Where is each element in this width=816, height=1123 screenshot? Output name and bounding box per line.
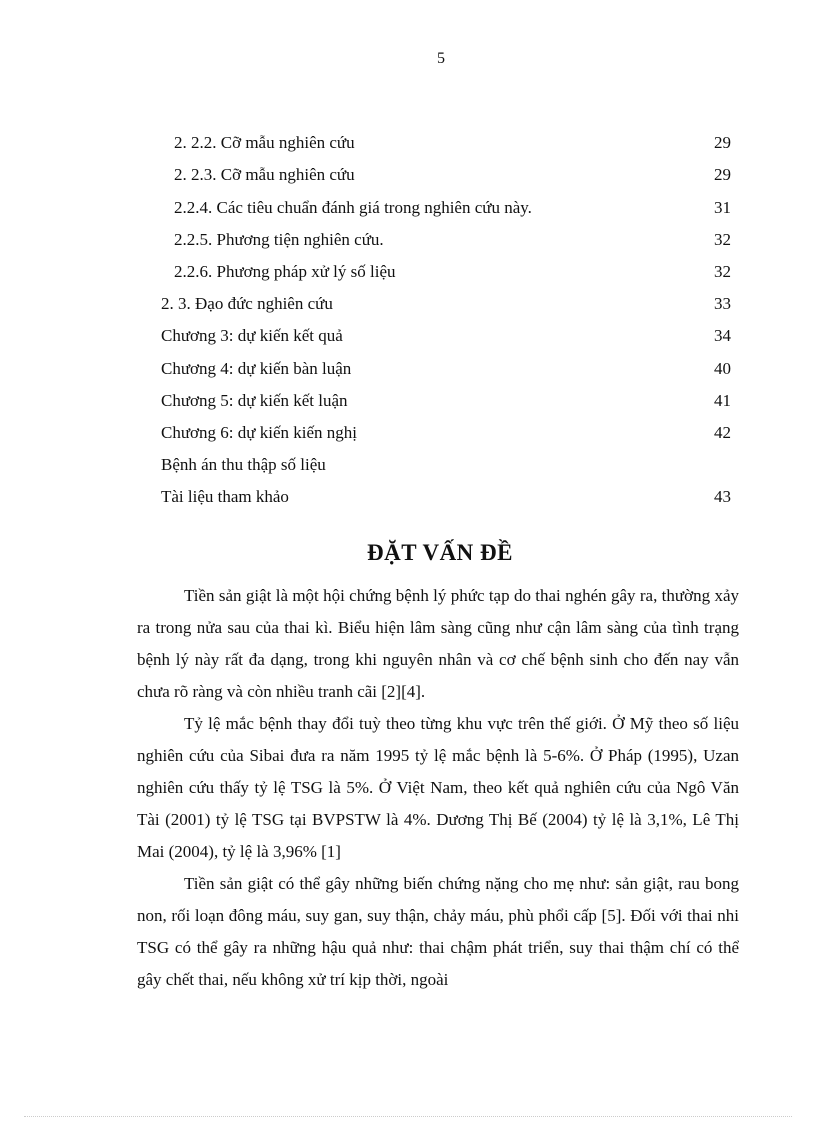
toc-entry-label: Chương 5: dự kiến kết luận (161, 391, 348, 410)
toc-entry (0, 196, 816, 220)
toc-entry (0, 131, 816, 155)
toc-entry-page: 40 (714, 359, 731, 378)
toc-entry (0, 357, 816, 381)
toc-entry (0, 228, 816, 252)
toc-entry-page: 43 (714, 487, 731, 506)
toc-entry (0, 389, 816, 413)
page-bottom-rule (24, 1116, 792, 1117)
toc-entry-page: 33 (714, 294, 731, 313)
toc-entry (0, 421, 816, 445)
toc-entry (0, 485, 816, 509)
toc-entry (0, 324, 816, 348)
toc-entry-label: 2. 2.2. Cỡ mẫu nghiên cứu (174, 133, 355, 152)
toc-entry-page: 42 (714, 423, 731, 442)
toc-entry-page: 31 (714, 198, 731, 217)
paragraph: Tiền sản giật là một hội chứng bệnh lý phức tạp do thai nghén gây ra, thường xảy ra trong nửa sau của thai kì. Biểu hiện lâm sàng cũng như cận lâm sàng của tình trạng bệnh lý này rất đa dạng, trong khi nguyên nhân và cơ chế bệnh sinh cho đến nay vẫn chưa rõ ràng và còn nhiều tranh cãi [2][4]. (137, 586, 739, 701)
toc-entry-page: 29 (714, 133, 731, 152)
toc-entry-page: 34 (714, 326, 731, 345)
toc-entry-label: 2. 3. Đạo đức nghiên cứu (161, 294, 333, 313)
toc-entry (0, 163, 816, 187)
toc-entry (0, 292, 816, 316)
toc-entry-label: 2.2.6. Phương pháp xử lý số liệu (174, 262, 396, 281)
toc-entry-page: 29 (714, 165, 731, 184)
body-text (137, 580, 739, 996)
toc-entry-label: 2.2.5. Phương tiện nghiên cứu. (174, 230, 384, 249)
toc-entry (0, 260, 816, 284)
toc-entry-page: 32 (714, 230, 731, 249)
toc-entry-label: Tài liệu tham khảo (161, 487, 289, 506)
toc-entry-page: 32 (714, 262, 731, 281)
toc-entry-label: Chương 6: dự kiến kiến nghị (161, 423, 357, 442)
toc-entry (0, 453, 816, 477)
toc-entry-label: Chương 3: dự kiến kết quả (161, 326, 343, 345)
section-heading: ĐẶT VẤN ĐỀ (366, 540, 513, 565)
page-number: 5 (437, 50, 445, 67)
toc-entry-label: 2. 2.3. Cỡ mẫu nghiên cứu (174, 165, 355, 184)
toc-entry-label: Bệnh án thu thập số liệu (161, 455, 326, 474)
paragraph: Tỷ lệ mắc bệnh thay đổi tuỳ theo từng khu vực trên thế giới. Ở Mỹ theo số liệu nghiên cứu của Sibai đưa ra năm 1995 tỷ lệ mắc bệnh là 5-6%. Ở Pháp (1995), Uzan nghiên cứu thấy tỷ lệ TSG là 5%. Ở Việt Nam, theo kết quả nghiên cứu của Ngô Văn Tài (2001) tỷ lệ TSG tại BVPSTW là 4%. Dương Thị Bế (2004) tỷ lệ là 3,1%, Lê Thị Mai (2004), tỷ lệ là 3,96% [1] (137, 714, 739, 861)
toc-entry-page: 41 (714, 391, 731, 410)
paragraph: Tiền sản giật có thể gây những biến chứng nặng cho mẹ như: sản giật, rau bong non, rối loạn đông máu, suy gan, suy thận, chảy máu, phù phổi cấp [5]. Đối với thai nhi TSG có thể gây ra những hậu quả như: thai chậm phát triển, suy thai thậm chí có thể gây chết thai, nếu không xử trí kịp thời, ngoài (137, 874, 739, 989)
toc-entry-label: Chương 4: dự kiến bàn luận (161, 359, 352, 378)
toc-entry-label: 2.2.4. Các tiêu chuẩn đánh giá trong nghiên cứu này. (174, 198, 532, 217)
